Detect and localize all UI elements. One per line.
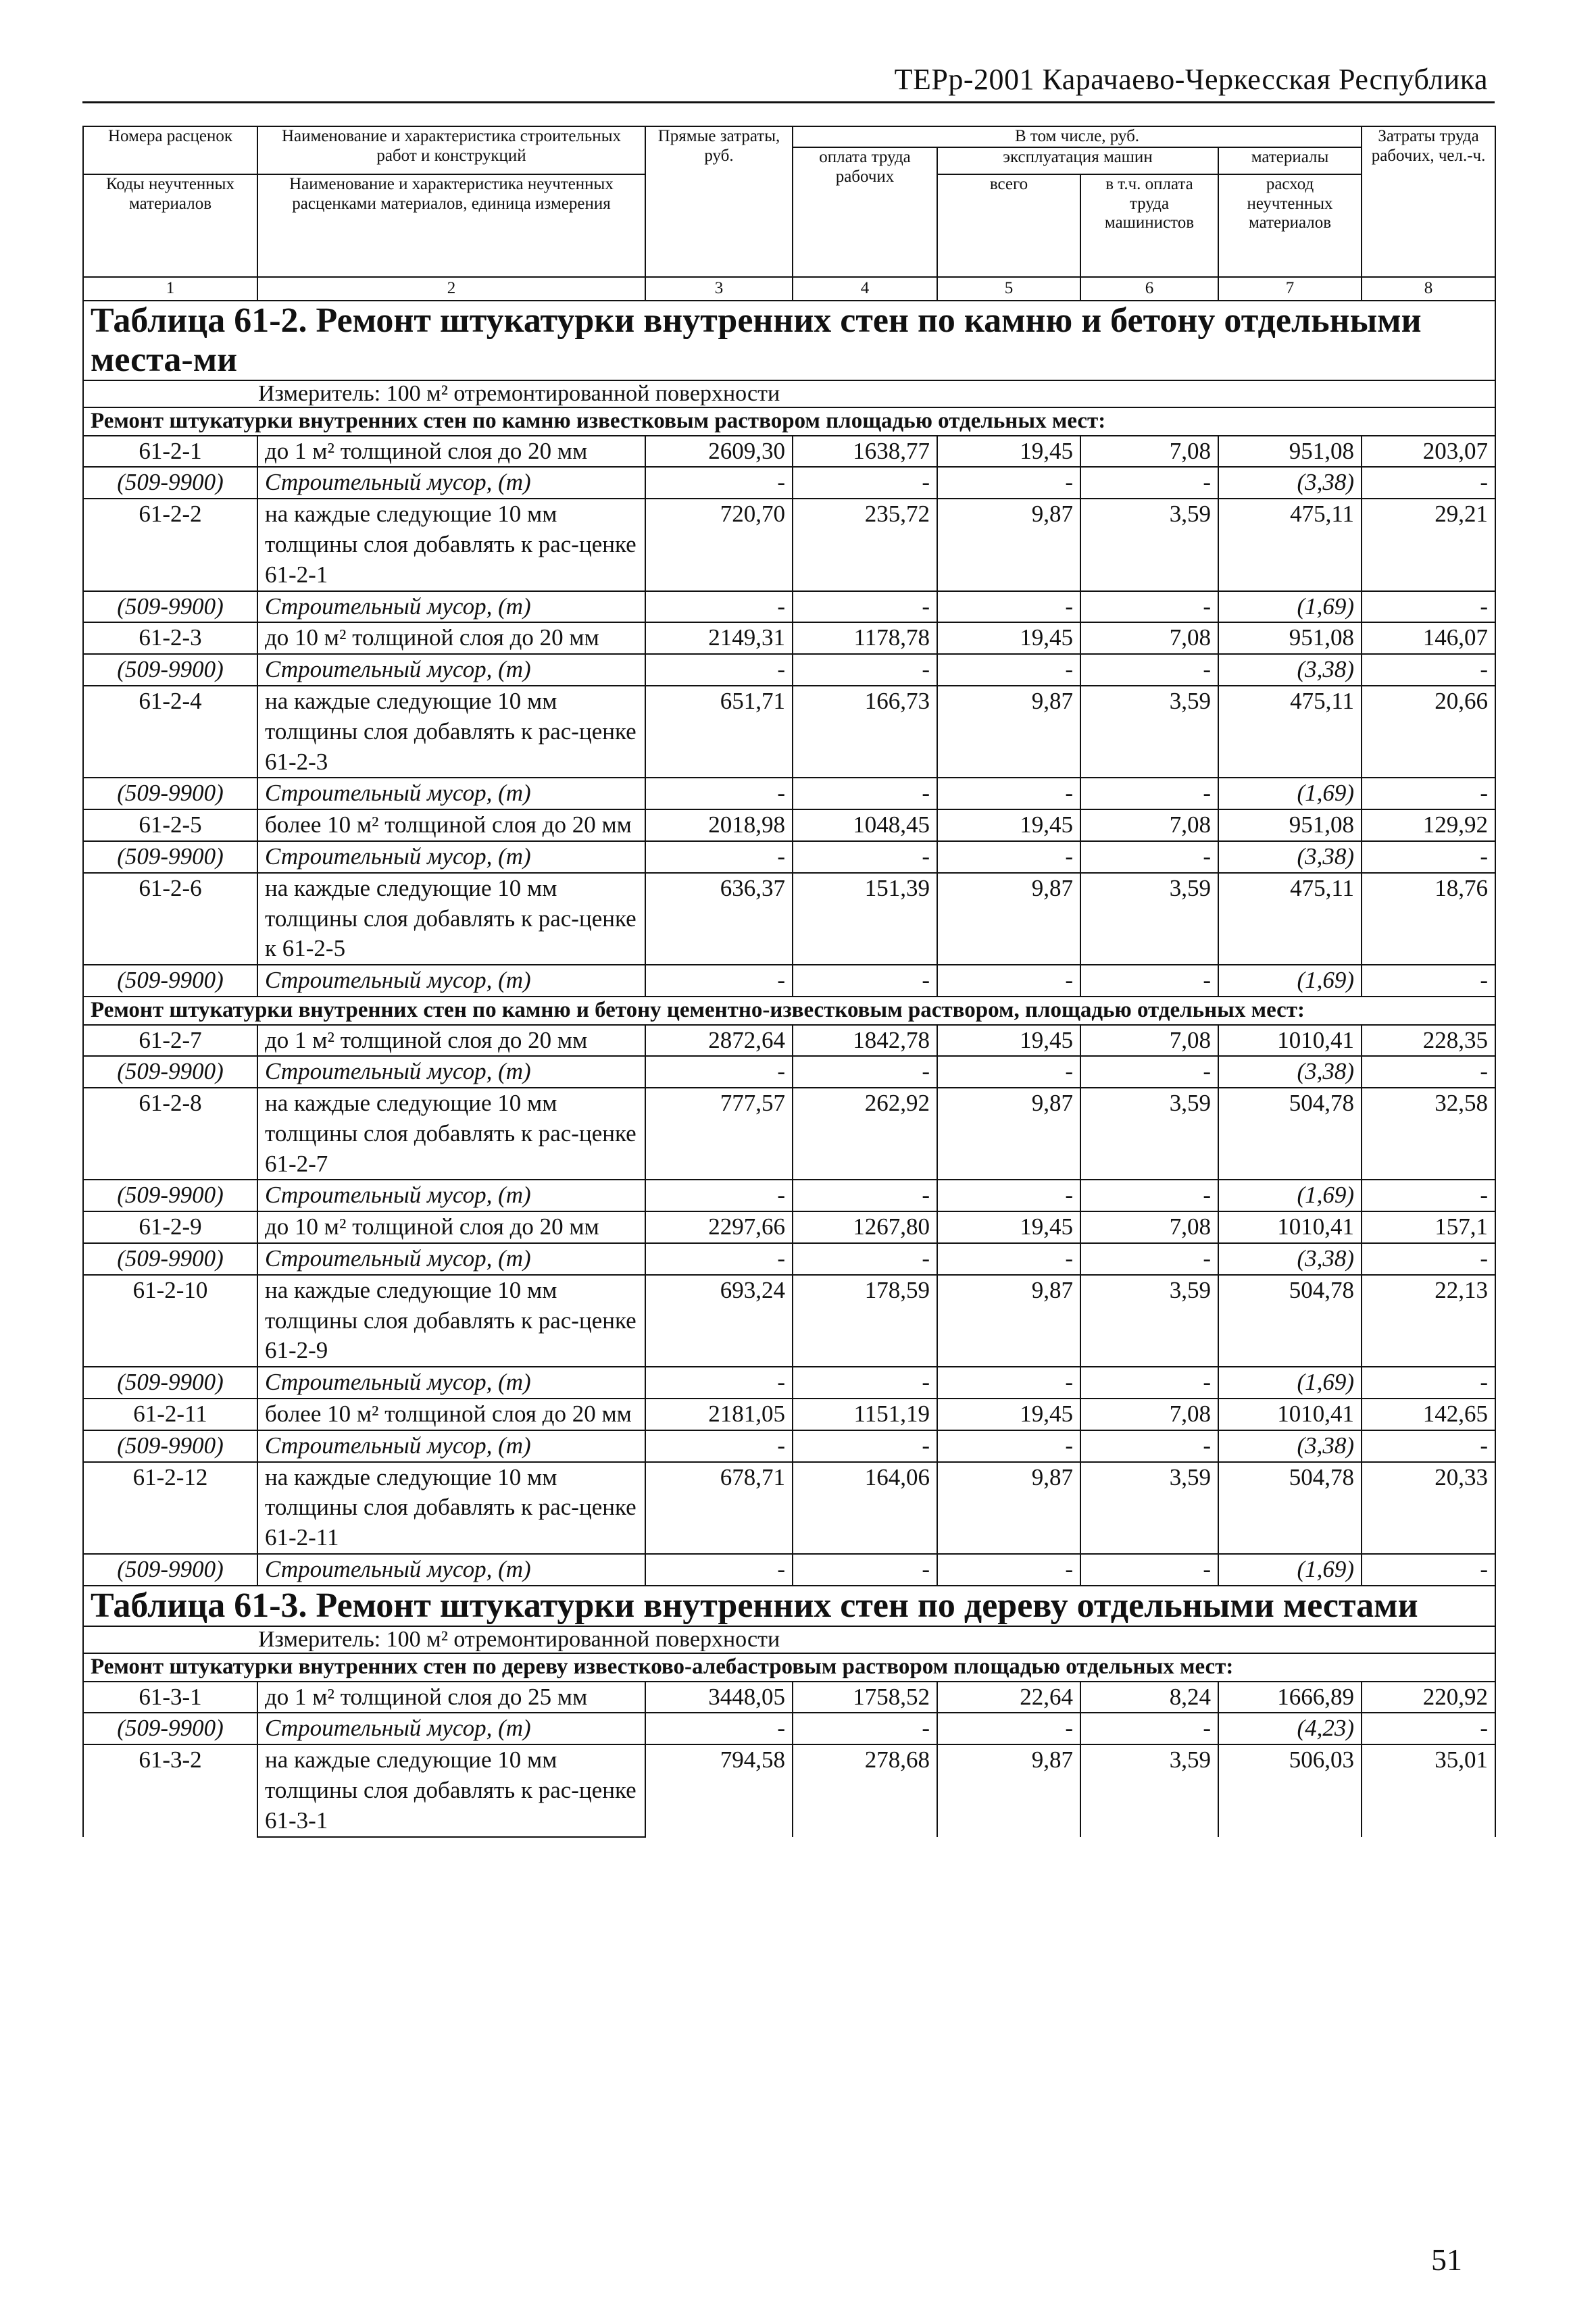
rate-value-c3: 678,71 — [645, 1462, 793, 1554]
rate-value-c7: 1010,41 — [1218, 1399, 1362, 1430]
material-value-m4: - — [793, 1243, 937, 1275]
material-value-m7: (1,69) — [1218, 1180, 1362, 1211]
material-row — [83, 778, 1495, 809]
rate-value-c3: 794,58 — [645, 1744, 793, 1836]
material-value-m5: - — [937, 1367, 1080, 1399]
rate-value-c7: 475,11 — [1218, 873, 1362, 965]
col2-header-bottom: Наименование и характеристика неучтенных расценками материалов, единица измерения — [257, 174, 645, 277]
material-value-m6: - — [1080, 1243, 1218, 1275]
rate-code: 61-2-8 — [83, 1088, 257, 1180]
table-61-2-title: Таблица 61-2. Ремонт штукатурки внутренних стен по камню и бетону отдельными места-ми — [83, 301, 1495, 380]
table-61-2-rows-a — [83, 436, 1495, 997]
material-value-m4: - — [793, 1713, 937, 1744]
material-name: Строительный мусор, (т) — [257, 1056, 645, 1088]
material-value-m3: - — [645, 778, 793, 809]
material-value-m7: (1,69) — [1218, 1554, 1362, 1586]
table-61-2-section-2: Ремонт штукатурки внутренних стен по камню и бетону цементно-известковым раствором, площадью отдельных мест: — [83, 997, 1495, 1025]
rate-value-c5: 19,45 — [937, 1025, 1080, 1057]
material-row — [83, 1430, 1495, 1462]
rate-description: до 10 м² толщиной слоя до 20 мм — [257, 1211, 645, 1243]
rate-value-c6: 3,59 — [1080, 1088, 1218, 1180]
material-value-m3: - — [645, 1180, 793, 1211]
material-value-m5: - — [937, 654, 1080, 686]
rate-code: 61-3-1 — [83, 1682, 257, 1713]
column-numbers — [83, 277, 1495, 301]
rate-value-c7: 951,08 — [1218, 809, 1362, 841]
material-value-m6: - — [1080, 1056, 1218, 1088]
table-61-3-rows — [83, 1682, 1495, 1837]
table-61-2-section-2-block — [83, 997, 1495, 1025]
col8-header: Затраты труда рабочих, чел.-ч. — [1362, 126, 1495, 277]
rate-row — [83, 1088, 1495, 1180]
group-header: В том числе, руб. — [793, 126, 1362, 147]
column-number: 5 — [937, 277, 1080, 301]
rate-code: 61-3-2 — [83, 1744, 257, 1836]
col1-header-bottom: Коды неучтенных материалов — [83, 174, 257, 277]
material-value-m8: - — [1362, 778, 1495, 809]
column-number: 7 — [1218, 277, 1362, 301]
material-row — [83, 467, 1495, 499]
rate-value-c8: 20,66 — [1362, 686, 1495, 778]
rate-value-c5: 9,87 — [937, 1275, 1080, 1367]
rate-value-c4: 151,39 — [793, 873, 937, 965]
material-value-m3: - — [645, 841, 793, 873]
material-value-m7: (1,69) — [1218, 965, 1362, 997]
rate-value-c6: 7,08 — [1080, 622, 1218, 654]
rate-value-c5: 19,45 — [937, 436, 1080, 468]
rate-value-c6: 7,08 — [1080, 436, 1218, 468]
rate-value-c7: 475,11 — [1218, 499, 1362, 590]
rate-description: на каждые следующие 10 мм толщины слоя добавлять к рас-ценке 61-2-1 — [257, 499, 645, 590]
material-value-m3: - — [645, 965, 793, 997]
table-header — [83, 126, 1495, 277]
material-value-m4: - — [793, 1554, 937, 1586]
material-row — [83, 1367, 1495, 1399]
rate-value-c8: 129,92 — [1362, 809, 1495, 841]
rate-value-c6: 8,24 — [1080, 1682, 1218, 1713]
running-title: ТЕРр-2001 Карачаево-Черкесская Республика — [894, 63, 1488, 96]
rate-code: 61-2-6 — [83, 873, 257, 965]
rate-value-c5: 9,87 — [937, 686, 1080, 778]
rate-value-c6: 3,59 — [1080, 1744, 1218, 1836]
material-row — [83, 591, 1495, 623]
material-name: Строительный мусор, (т) — [257, 965, 645, 997]
rate-value-c4: 166,73 — [793, 686, 937, 778]
material-row — [83, 654, 1495, 686]
col5-header: всего — [937, 174, 1080, 277]
rate-value-c6: 7,08 — [1080, 809, 1218, 841]
rate-value-c3: 651,71 — [645, 686, 793, 778]
rate-value-c8: 228,35 — [1362, 1025, 1495, 1057]
rate-value-c3: 720,70 — [645, 499, 793, 590]
rate-code: 61-2-4 — [83, 686, 257, 778]
material-value-m6: - — [1080, 1554, 1218, 1586]
material-code: (509-9900) — [83, 778, 257, 809]
column-number: 1 — [83, 277, 257, 301]
column-number: 3 — [645, 277, 793, 301]
rate-value-c6: 7,08 — [1080, 1025, 1218, 1057]
rate-value-c4: 1758,52 — [793, 1682, 937, 1713]
rate-value-c3: 2872,64 — [645, 1025, 793, 1057]
material-value-m6: - — [1080, 1180, 1218, 1211]
rate-value-c4: 1151,19 — [793, 1399, 937, 1430]
rate-value-c3: 2149,31 — [645, 622, 793, 654]
material-value-m4: - — [793, 778, 937, 809]
material-value-m3: - — [645, 1713, 793, 1744]
material-code: (509-9900) — [83, 1056, 257, 1088]
material-code: (509-9900) — [83, 591, 257, 623]
rate-value-c7: 504,78 — [1218, 1088, 1362, 1180]
material-value-m8: - — [1362, 1180, 1495, 1211]
material-value-m3: - — [645, 654, 793, 686]
material-value-m8: - — [1362, 841, 1495, 873]
material-value-m3: - — [645, 591, 793, 623]
material-value-m8: - — [1362, 1367, 1495, 1399]
material-name: Строительный мусор, (т) — [257, 1367, 645, 1399]
table-61-2-section-1: Ремонт штукатурки внутренних стен по камню известковым раствором площадью отдельных мест: — [83, 407, 1495, 436]
material-name: Строительный мусор, (т) — [257, 1180, 645, 1211]
rate-code: 61-2-1 — [83, 436, 257, 468]
rate-row — [83, 1211, 1495, 1243]
material-value-m3: - — [645, 1430, 793, 1462]
rate-value-c8: 203,07 — [1362, 436, 1495, 468]
material-value-m6: - — [1080, 1430, 1218, 1462]
rate-value-c4: 1048,45 — [793, 809, 937, 841]
table-61-2 — [83, 301, 1495, 436]
rate-value-c6: 3,59 — [1080, 873, 1218, 965]
material-code: (509-9900) — [83, 1367, 257, 1399]
material-code: (509-9900) — [83, 965, 257, 997]
material-value-m5: - — [937, 1554, 1080, 1586]
rate-row — [83, 809, 1495, 841]
column-number: 4 — [793, 277, 937, 301]
table-61-3 — [83, 1586, 1495, 1682]
rate-value-c6: 7,08 — [1080, 1399, 1218, 1430]
material-code: (509-9900) — [83, 1554, 257, 1586]
rate-value-c8: 22,13 — [1362, 1275, 1495, 1367]
material-value-m5: - — [937, 1713, 1080, 1744]
rate-code: 61-2-7 — [83, 1025, 257, 1057]
header-rule — [82, 101, 1495, 103]
rate-code: 61-2-10 — [83, 1275, 257, 1367]
rates-table — [82, 126, 1496, 1838]
rate-value-c8: 157,1 — [1362, 1211, 1495, 1243]
rate-value-c6: 3,59 — [1080, 499, 1218, 590]
rate-row — [83, 436, 1495, 468]
rate-row — [83, 1399, 1495, 1430]
material-row — [83, 1180, 1495, 1211]
rate-value-c4: 1638,77 — [793, 436, 937, 468]
rate-description: более 10 м² толщиной слоя до 20 мм — [257, 809, 645, 841]
col1-header-top: Номера расценок — [83, 126, 257, 174]
material-code: (509-9900) — [83, 467, 257, 499]
rate-value-c3: 693,24 — [645, 1275, 793, 1367]
column-number: 2 — [257, 277, 645, 301]
material-value-m5: - — [937, 965, 1080, 997]
rate-value-c3: 2297,66 — [645, 1211, 793, 1243]
material-value-m5: - — [937, 841, 1080, 873]
material-value-m4: - — [793, 1056, 937, 1088]
rate-code: 61-2-2 — [83, 499, 257, 590]
material-value-m8: - — [1362, 467, 1495, 499]
material-value-m8: - — [1362, 965, 1495, 997]
material-value-m5: - — [937, 1243, 1080, 1275]
rate-value-c3: 3448,05 — [645, 1682, 793, 1713]
material-value-m4: - — [793, 591, 937, 623]
rate-value-c3: 2181,05 — [645, 1399, 793, 1430]
material-name: Строительный мусор, (т) — [257, 467, 645, 499]
material-value-m6: - — [1080, 1367, 1218, 1399]
material-value-m8: - — [1362, 654, 1495, 686]
material-row — [83, 1243, 1495, 1275]
rate-value-c3: 777,57 — [645, 1088, 793, 1180]
rate-value-c7: 506,03 — [1218, 1744, 1362, 1836]
material-name: Строительный мусор, (т) — [257, 591, 645, 623]
rate-value-c4: 1267,80 — [793, 1211, 937, 1243]
rate-value-c3: 2609,30 — [645, 436, 793, 468]
rate-value-c4: 262,92 — [793, 1088, 937, 1180]
material-value-m6: - — [1080, 778, 1218, 809]
material-code: (509-9900) — [83, 1713, 257, 1744]
material-value-m7: (3,38) — [1218, 841, 1362, 873]
material-value-m3: - — [645, 1056, 793, 1088]
rate-value-c4: 235,72 — [793, 499, 937, 590]
material-value-m3: - — [645, 1243, 793, 1275]
material-value-m5: - — [937, 1430, 1080, 1462]
rate-value-c4: 278,68 — [793, 1744, 937, 1836]
material-name: Строительный мусор, (т) — [257, 841, 645, 873]
rate-description: до 1 м² толщиной слоя до 25 мм — [257, 1682, 645, 1713]
rate-value-c8: 18,76 — [1362, 873, 1495, 965]
material-row — [83, 1554, 1495, 1586]
col3-header: Прямые затраты, руб. — [645, 126, 793, 277]
material-value-m4: - — [793, 467, 937, 499]
machines-header: эксплуатация машин — [937, 147, 1218, 174]
material-name: Строительный мусор, (т) — [257, 1554, 645, 1586]
material-value-m6: - — [1080, 467, 1218, 499]
material-value-m8: - — [1362, 1713, 1495, 1744]
rate-code: 61-2-9 — [83, 1211, 257, 1243]
material-value-m5: - — [937, 1180, 1080, 1211]
material-value-m8: - — [1362, 1056, 1495, 1088]
rate-value-c7: 951,08 — [1218, 622, 1362, 654]
rate-value-c8: 20,33 — [1362, 1462, 1495, 1554]
material-value-m7: (3,38) — [1218, 1430, 1362, 1462]
material-value-m8: - — [1362, 591, 1495, 623]
rate-description: на каждые следующие 10 мм толщины слоя добавлять к рас-ценке 61-2-9 — [257, 1275, 645, 1367]
rate-row — [83, 499, 1495, 590]
rate-row — [83, 1744, 1495, 1836]
material-value-m6: - — [1080, 965, 1218, 997]
material-name: Строительный мусор, (т) — [257, 1243, 645, 1275]
rate-row — [83, 1275, 1495, 1367]
rate-value-c8: 29,21 — [1362, 499, 1495, 590]
material-name: Строительный мусор, (т) — [257, 1430, 645, 1462]
rate-value-c7: 1010,41 — [1218, 1025, 1362, 1057]
rate-value-c5: 9,87 — [937, 1744, 1080, 1836]
material-name: Строительный мусор, (т) — [257, 1713, 645, 1744]
rate-row — [83, 873, 1495, 965]
rate-value-c5: 9,87 — [937, 499, 1080, 590]
material-code: (509-9900) — [83, 1243, 257, 1275]
rate-value-c7: 1666,89 — [1218, 1682, 1362, 1713]
rate-description: на каждые следующие 10 мм толщины слоя добавлять к рас-ценке 61-2-3 — [257, 686, 645, 778]
rate-value-c6: 3,59 — [1080, 686, 1218, 778]
rate-value-c8: 32,58 — [1362, 1088, 1495, 1180]
rate-value-c5: 19,45 — [937, 809, 1080, 841]
material-value-m5: - — [937, 778, 1080, 809]
rate-value-c4: 1178,78 — [793, 622, 937, 654]
rate-value-c8: 35,01 — [1362, 1744, 1495, 1836]
rate-description: на каждые следующие 10 мм толщины слоя добавлять к рас-ценке 61-2-7 — [257, 1088, 645, 1180]
material-value-m7: (4,23) — [1218, 1713, 1362, 1744]
rate-value-c7: 475,11 — [1218, 686, 1362, 778]
materials-header: материалы — [1218, 147, 1362, 174]
material-row — [83, 1713, 1495, 1744]
material-value-m4: - — [793, 1430, 937, 1462]
table-61-2-rows-b — [83, 1025, 1495, 1586]
material-name: Строительный мусор, (т) — [257, 654, 645, 686]
rate-value-c3: 636,37 — [645, 873, 793, 965]
rate-value-c5: 19,45 — [937, 1211, 1080, 1243]
material-value-m6: - — [1080, 654, 1218, 686]
rate-value-c4: 164,06 — [793, 1462, 937, 1554]
rate-value-c7: 504,78 — [1218, 1275, 1362, 1367]
material-code: (509-9900) — [83, 841, 257, 873]
material-value-m7: (1,69) — [1218, 1367, 1362, 1399]
material-value-m7: (3,38) — [1218, 654, 1362, 686]
material-value-m5: - — [937, 467, 1080, 499]
rate-description: на каждые следующие 10 мм толщины слоя добавлять к рас-ценке 61-3-1 — [257, 1744, 645, 1836]
rate-value-c5: 9,87 — [937, 1462, 1080, 1554]
material-row — [83, 1056, 1495, 1088]
col2-header-top: Наименование и характеристика строительных работ и конструкций — [257, 126, 645, 174]
material-code: (509-9900) — [83, 1180, 257, 1211]
material-value-m4: - — [793, 1367, 937, 1399]
rate-value-c7: 1010,41 — [1218, 1211, 1362, 1243]
material-row — [83, 841, 1495, 873]
page-number: 51 — [1431, 2242, 1462, 2277]
material-name: Строительный мусор, (т) — [257, 778, 645, 809]
rate-value-c5: 19,45 — [937, 622, 1080, 654]
material-value-m5: - — [937, 591, 1080, 623]
material-value-m7: (3,38) — [1218, 1243, 1362, 1275]
rate-value-c8: 146,07 — [1362, 622, 1495, 654]
table-61-3-section-1: Ремонт штукатурки внутренних стен по дереву известково-алебастровым раствором площадью отдельных мест: — [83, 1653, 1495, 1682]
material-value-m7: (1,69) — [1218, 778, 1362, 809]
rate-description: более 10 м² толщиной слоя до 20 мм — [257, 1399, 645, 1430]
rate-value-c6: 3,59 — [1080, 1275, 1218, 1367]
material-code: (509-9900) — [83, 1430, 257, 1462]
material-code: (509-9900) — [83, 654, 257, 686]
rate-value-c6: 3,59 — [1080, 1462, 1218, 1554]
col7-header: расход неучтенных материалов — [1218, 174, 1362, 277]
rate-description: до 10 м² толщиной слоя до 20 мм — [257, 622, 645, 654]
table-61-3-title: Таблица 61-3. Ремонт штукатурки внутренних стен по дереву отдельными местами — [83, 1586, 1495, 1626]
rate-code: 61-2-3 — [83, 622, 257, 654]
rate-value-c6: 7,08 — [1080, 1211, 1218, 1243]
material-value-m4: - — [793, 965, 937, 997]
rate-value-c5: 9,87 — [937, 873, 1080, 965]
rate-description: до 1 м² толщиной слоя до 20 мм — [257, 436, 645, 468]
material-value-m6: - — [1080, 841, 1218, 873]
column-number: 6 — [1080, 277, 1218, 301]
material-value-m8: - — [1362, 1554, 1495, 1586]
material-value-m6: - — [1080, 591, 1218, 623]
material-value-m3: - — [645, 1367, 793, 1399]
col4-header: оплата труда рабочих — [793, 147, 937, 277]
material-value-m4: - — [793, 841, 937, 873]
material-value-m3: - — [645, 1554, 793, 1586]
rate-value-c3: 2018,98 — [645, 809, 793, 841]
col6-header: в т.ч. оплата труда машинистов — [1080, 174, 1218, 277]
material-value-m6: - — [1080, 1713, 1218, 1744]
material-value-m7: (3,38) — [1218, 467, 1362, 499]
rate-code: 61-2-12 — [83, 1462, 257, 1554]
rate-description: на каждые следующие 10 мм толщины слоя добавлять к рас-ценке 61-2-11 — [257, 1462, 645, 1554]
table-61-2-measure: Измеритель: 100 м² отремонтированной поверхности — [83, 380, 1495, 407]
material-row — [83, 965, 1495, 997]
material-value-m4: - — [793, 1180, 937, 1211]
rate-value-c4: 178,59 — [793, 1275, 937, 1367]
rate-description: на каждые следующие 10 мм толщины слоя добавлять к рас-ценке к 61-2-5 — [257, 873, 645, 965]
rate-value-c7: 504,78 — [1218, 1462, 1362, 1554]
material-value-m3: - — [645, 467, 793, 499]
rate-row — [83, 1025, 1495, 1057]
rate-code: 61-2-5 — [83, 809, 257, 841]
rate-code: 61-2-11 — [83, 1399, 257, 1430]
rate-value-c7: 951,08 — [1218, 436, 1362, 468]
table-61-3-measure: Измеритель: 100 м² отремонтированной поверхности — [83, 1626, 1495, 1653]
rate-row — [83, 622, 1495, 654]
rate-value-c4: 1842,78 — [793, 1025, 937, 1057]
rate-description: до 1 м² толщиной слоя до 20 мм — [257, 1025, 645, 1057]
rate-row — [83, 1682, 1495, 1713]
material-value-m4: - — [793, 654, 937, 686]
column-number: 8 — [1362, 277, 1495, 301]
rate-value-c8: 220,92 — [1362, 1682, 1495, 1713]
rate-row — [83, 1462, 1495, 1554]
material-value-m8: - — [1362, 1430, 1495, 1462]
rate-row — [83, 686, 1495, 778]
material-value-m7: (3,38) — [1218, 1056, 1362, 1088]
rate-value-c8: 142,65 — [1362, 1399, 1495, 1430]
material-value-m8: - — [1362, 1243, 1495, 1275]
material-value-m5: - — [937, 1056, 1080, 1088]
rate-value-c5: 19,45 — [937, 1399, 1080, 1430]
rate-value-c5: 22,64 — [937, 1682, 1080, 1713]
rate-value-c5: 9,87 — [937, 1088, 1080, 1180]
material-value-m7: (1,69) — [1218, 591, 1362, 623]
